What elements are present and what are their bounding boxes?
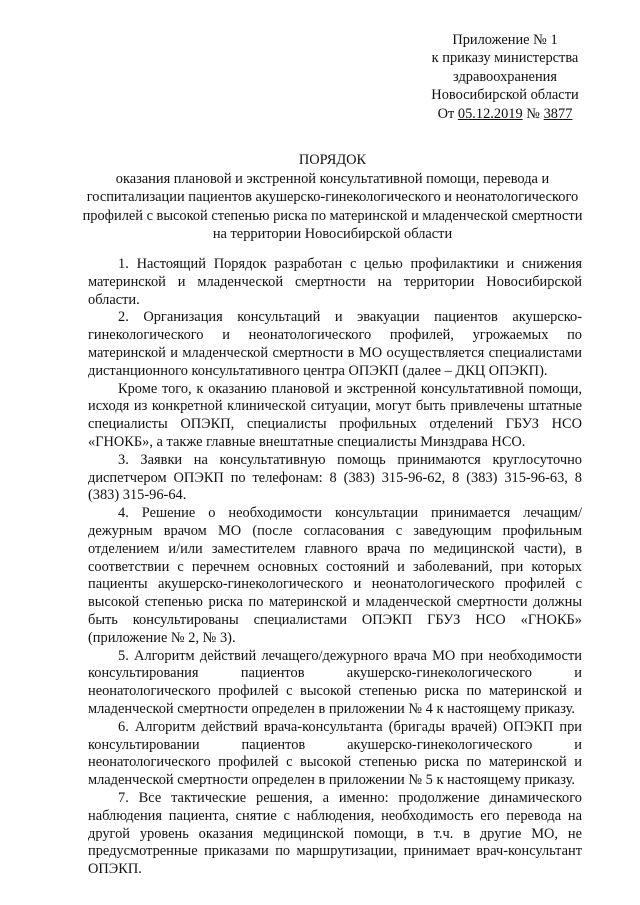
title-line: на территории Новосибирской области xyxy=(212,226,453,243)
appendix-region: Новосибирской области xyxy=(431,87,579,104)
paragraph-7: 7. Все тактические решения, а именно: продолжение динамического наблюдения пациента, снятие с наблюдения, необходимость его перевода на другой уровень оказания медицинской помощи, в т.ч. в другие МО, не предусмотренные приказами по маршрутизации, принимает врач-консультант ОПЭКП. xyxy=(88,789,582,878)
order-date: 05.12.2019 xyxy=(457,105,523,122)
paragraph-5: 5. Алгоритм действий лечащего/дежурного врача МО при необходимости консультирования пациентов акушерско-гинекологического и неонатологического профилей с высокой степенью риска по материнской и младенческой смертности определен в приложении № 4 к настоящему приказу. xyxy=(88,647,582,717)
title-heading: ПОРЯДОК xyxy=(298,152,367,168)
appendix-order-ref: к приказу министерства xyxy=(431,50,579,67)
order-number: 3877 xyxy=(543,105,573,122)
title-line: оказания плановой и экстренной консультативной помощи, перевода и xyxy=(115,170,550,187)
document-body xyxy=(88,256,582,879)
document-title xyxy=(70,151,595,244)
number-prefix: № xyxy=(526,105,540,122)
paragraph-6: 6. Алгоритм действий врача-консультанта (бригады врачей) ОПЭКП при консультировании пациентов акушерско-гинекологического и неонатологического профилей с высокой степенью риска по материнской и младенческой смертности определен в приложении № 5 к настоящему приказу. xyxy=(88,718,582,789)
paragraph-1: 1. Настоящий Порядок разработан с целью профилактики и снижения материнской и младенческой смертности на территории Новосибирской области. xyxy=(88,256,582,308)
appendix-date-number-line xyxy=(390,105,620,123)
paragraph-2-addendum: Кроме того, к оказанию плановой и экстренной консультативной помощи, исходя из конкретной клинической ситуации, могут быть привлечены штатные специалисты ОПЭКП, специалисты профильных отделений ГБУЗ НСО «ГНОКБ», а также главные внештатные специалисты Минздрава НСО. xyxy=(88,380,582,450)
paragraph-3: 3. Заявки на консультативную помощь принимаются круглосуточно диспетчером ОПЭКП по телефонам: 8 (383) 315-96-62, 8 (383) 315-96-63, 8 (383) 315-96-64. xyxy=(88,451,582,504)
title-line: госпитализации пациентов акушерско-гинекологического и неонатологического xyxy=(86,189,579,206)
paragraph-4: 4. Решение о необходимости консультации принимается лечащим/дежурным врачом МО (после согласования с заведующим профильным отделением и/или заместителем главного врача по медицинской части), в соответствии с перечнем основных состояний и заболеваний, при которых пациенты акушерско-гинекологического и неонатологического профилей с высокой степенью риска по материнской и младенческой смертности должны быть консультированы специалистами ОПЭКП ГБУЗ НСО «ГНОКБ» (приложение № 2, № 3). xyxy=(88,505,582,646)
appendix-number: Приложение № 1 xyxy=(452,32,558,48)
paragraph-2: 2. Организация консультаций и эвакуации пациентов акушерско-гинекологического и неонатологического профилей, угрожаемых по материнской и младенческой смертности в МО осуществляется специалистами дистанционного консультативного центра ОПЭКП (далее – ДКЦ ОПЭКП). xyxy=(88,309,582,379)
title-line: профилей с высокой степенью риска по материнской и младенческой смертности xyxy=(82,207,583,224)
appendix-ministry: здравоохранения xyxy=(453,68,557,85)
date-prefix: От xyxy=(437,105,455,122)
appendix-header xyxy=(390,31,620,123)
